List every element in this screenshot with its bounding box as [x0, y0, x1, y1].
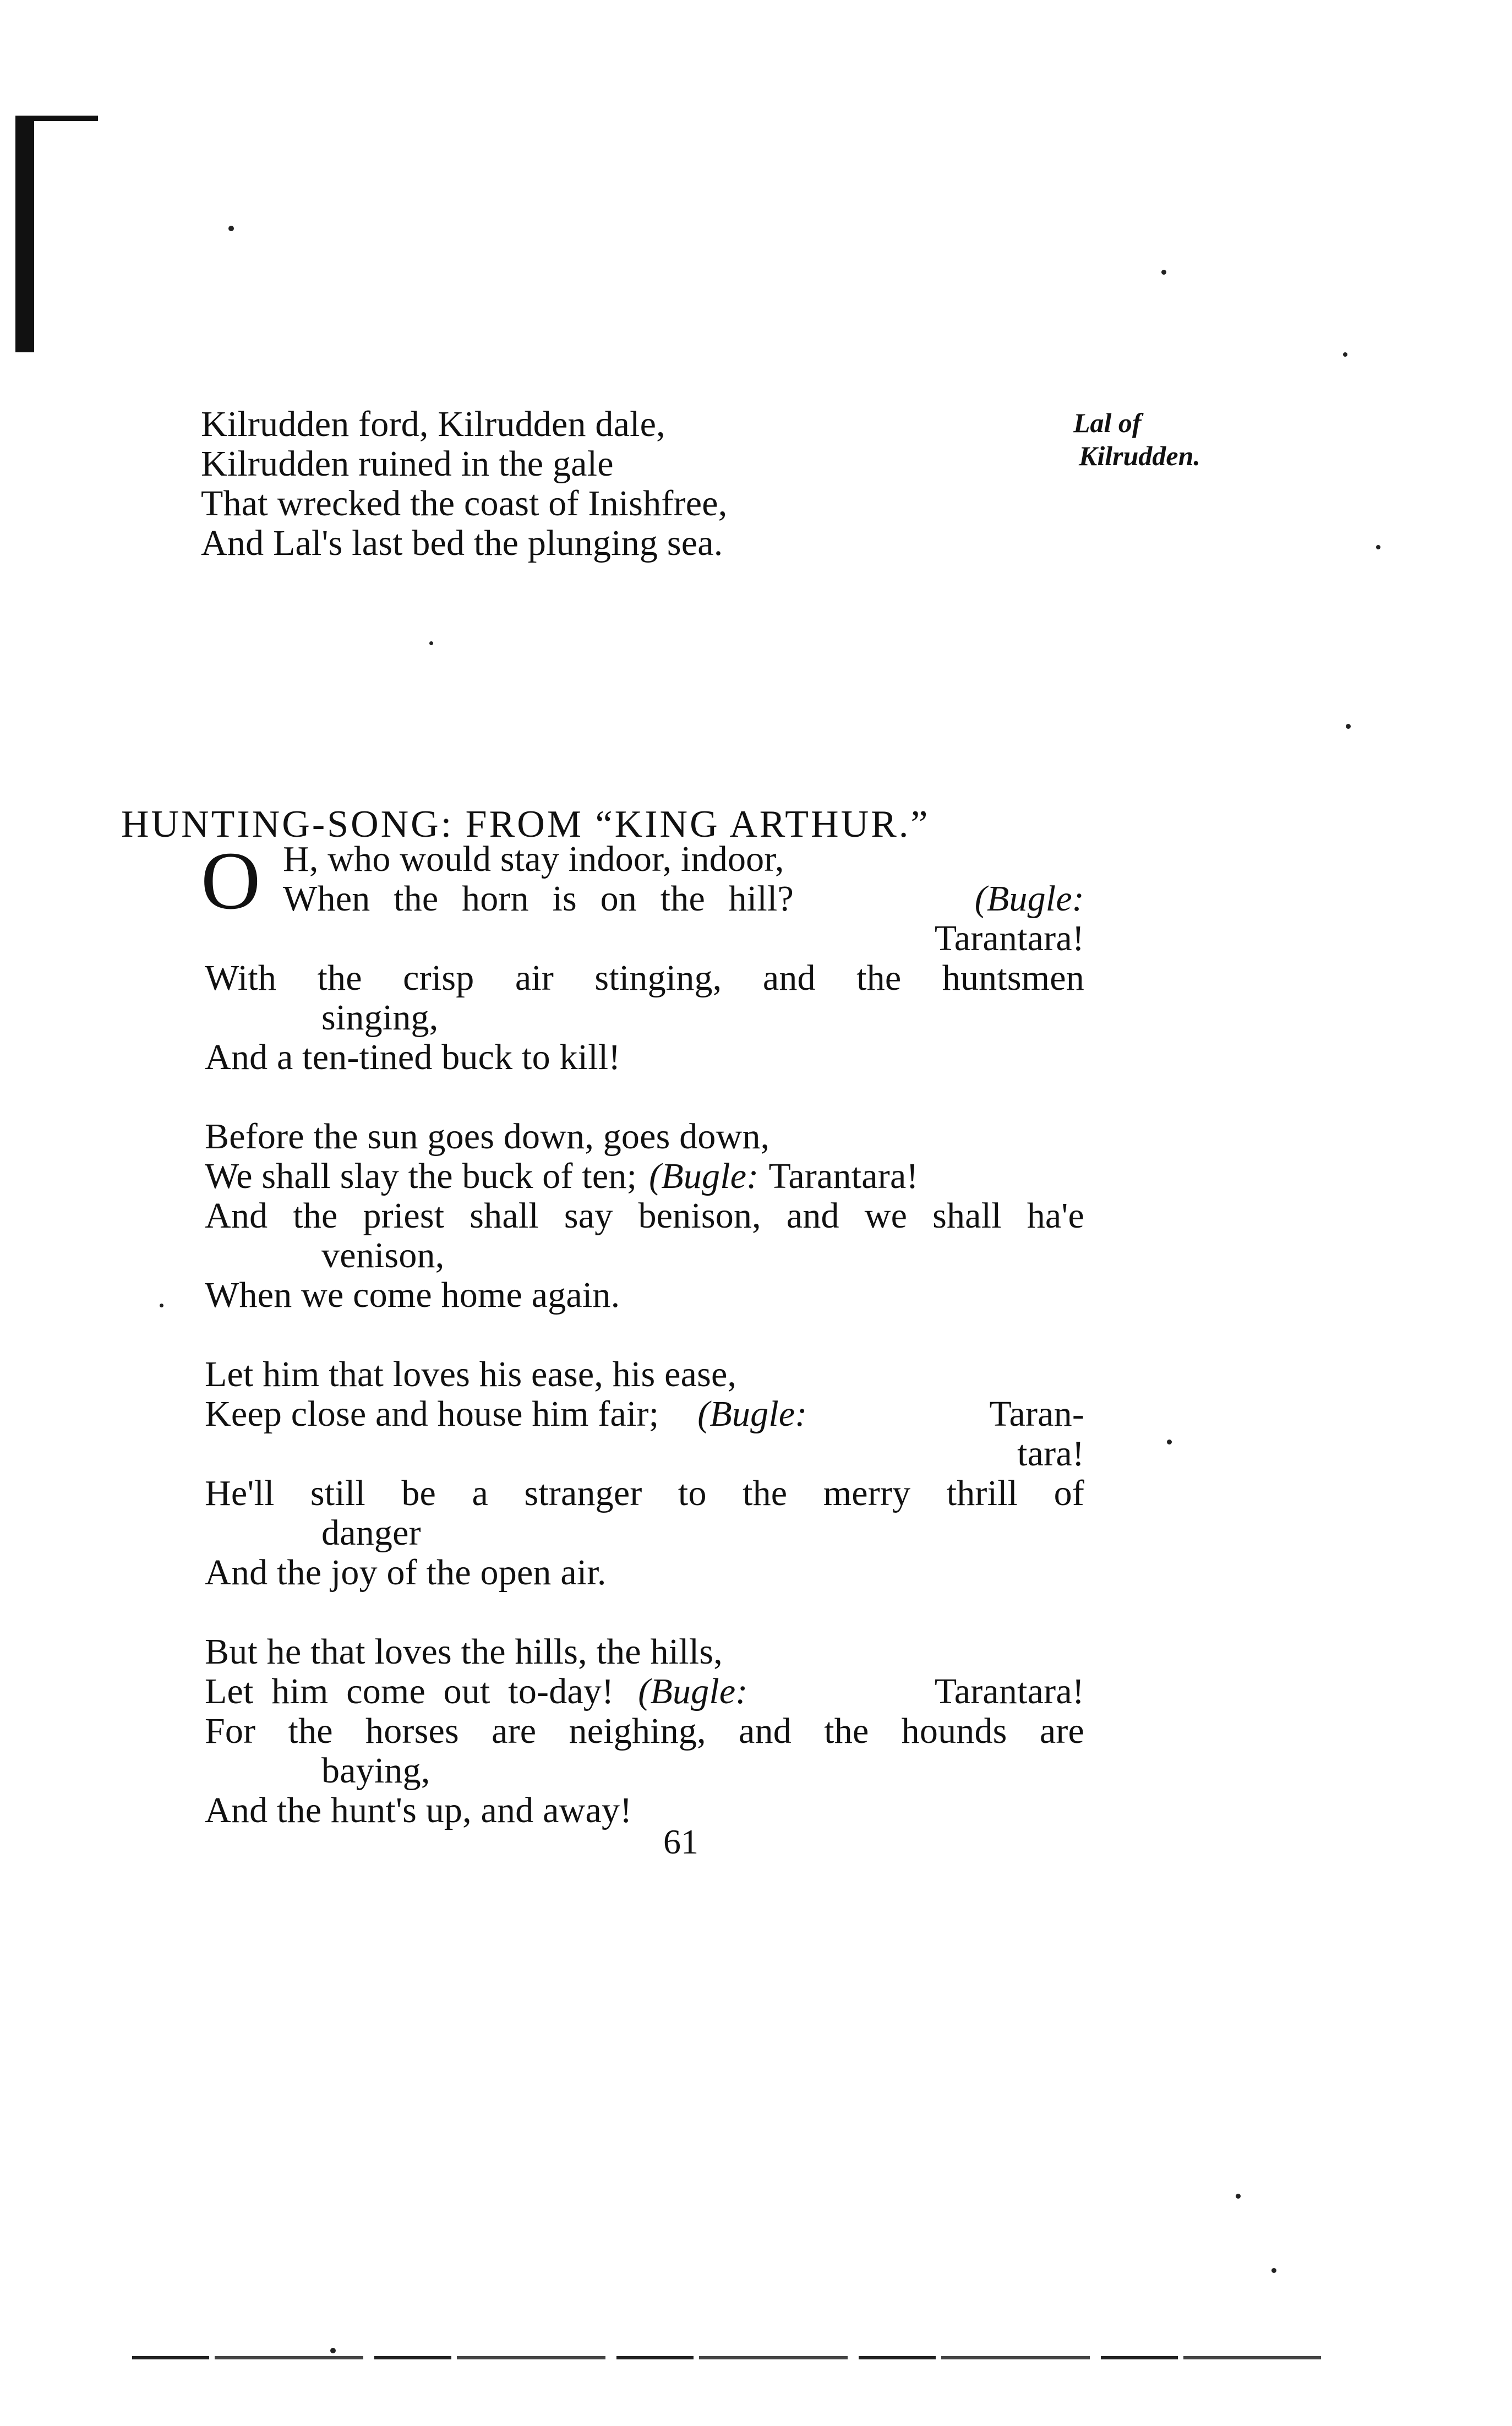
stanza4-line2	[205, 1672, 1084, 1711]
stanza4-bugle-label: (Bugle:	[638, 1671, 748, 1711]
poem-line-2: Kilrudden ruined in the gale	[201, 444, 614, 484]
stanza3-line4: And the joy of the open air.	[205, 1552, 607, 1593]
song-title: HUNTING-SONG: FROM “KING ARTHUR.”	[121, 803, 930, 846]
poem-line-4: And Lal's last bed the plunging sea.	[201, 523, 723, 563]
hunting-song	[205, 839, 1085, 1830]
scan-speck	[429, 641, 433, 645]
stanza3-line1: Let him that loves his ease, his ease,	[205, 1354, 737, 1394]
stanza4-line1: But he that loves the hills, the hills,	[205, 1632, 723, 1672]
page-number: 61	[663, 1822, 698, 1861]
stanza3-line3-cont: danger	[321, 1513, 421, 1553]
poem-line-3: That wrecked the coast of Inishfree,	[201, 483, 728, 524]
stanza3-line2	[205, 1394, 1084, 1434]
scan-speck	[1161, 270, 1166, 275]
stanza4-line3-cont: baying,	[321, 1751, 430, 1791]
stanza1-line3-cont: singing,	[321, 997, 439, 1038]
stanza3-bugle-call: Taran-	[989, 1394, 1084, 1434]
stanza4-bugle-call: Tarantara!	[934, 1671, 1084, 1711]
stanza3-bugle-call-cont: tara!	[1017, 1433, 1084, 1474]
scan-speck	[1376, 545, 1380, 549]
stanza-gap	[205, 1315, 1085, 1355]
sidenote-line-1: Lal of	[1073, 407, 1142, 438]
stanza3-line2-text: Keep close and house him fair;	[205, 1394, 659, 1434]
stanza-gap	[205, 1593, 1085, 1632]
stanza2-line2-text: We shall slay the buck of ten;	[205, 1156, 637, 1196]
stanza2-bugle-call: Tarantara!	[768, 1156, 919, 1196]
stanza4-line3: For the horses are neighing, and the hounds are	[205, 1711, 1084, 1751]
stanza4-line4: And the hunt's up, and away!	[205, 1790, 632, 1830]
stanza2-line2	[205, 1157, 1084, 1196]
poem-line-1: Kilrudden ford, Kilrudden dale,	[201, 404, 665, 444]
stanza2-line3: And the priest shall say benison, and we shall ha'e	[205, 1196, 1084, 1236]
scan-speck	[1236, 2194, 1241, 2199]
scan-speck	[1271, 2268, 1276, 2273]
binding-edge-mark	[15, 116, 34, 352]
scan-speck	[160, 1304, 163, 1307]
stanza1-line2	[283, 879, 1084, 919]
stanza1-line1: H, who would stay indoor, indoor,	[283, 839, 784, 879]
stanza4-line2-text: Let him come out to-day!	[205, 1671, 614, 1711]
poem-ending	[201, 405, 1082, 563]
stanza3-line3: He'll still be a stranger to the merry thrill of	[205, 1473, 1084, 1513]
drop-cap: O	[201, 835, 261, 926]
stanza1-bugle-call: Tarantara!	[934, 918, 1084, 958]
bottom-scan-rule	[132, 2356, 1321, 2359]
stanza1-line3: With the crisp air stinging, and the huntsmen	[205, 958, 1084, 998]
scan-speck	[1346, 724, 1351, 729]
scan-speck	[1343, 352, 1347, 357]
stanza-gap	[205, 1077, 1085, 1117]
scan-speck	[228, 226, 234, 231]
stanza1-line4: And a ten-tined buck to kill!	[205, 1037, 621, 1077]
stanza2-line1: Before the sun goes down, goes down,	[205, 1116, 770, 1157]
margin-sidenote	[1073, 406, 1282, 472]
scan-speck	[1167, 1440, 1172, 1444]
sidenote-line-2: Kilrudden.	[1079, 440, 1200, 471]
stanza2-line3-cont: venison,	[321, 1235, 445, 1275]
stanza1-line2-text: When the horn is on the hill?	[283, 879, 794, 919]
stanza2-line4: When we come home again.	[205, 1275, 620, 1315]
stanza3-bugle-label: (Bugle:	[697, 1394, 807, 1434]
binding-edge-cap	[15, 116, 98, 121]
scan-speck	[330, 2348, 336, 2353]
stanza2-bugle-label: (Bugle:	[649, 1156, 759, 1196]
stanza1-bugle-label: (Bugle:	[974, 879, 1084, 919]
